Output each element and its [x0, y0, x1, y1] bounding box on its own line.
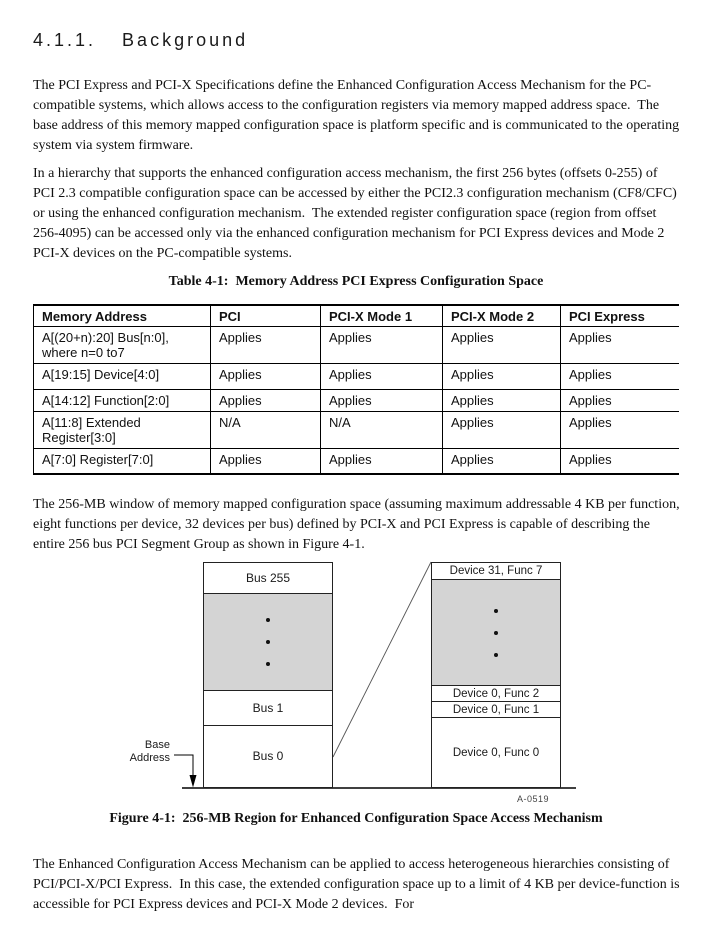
table-row — [34, 390, 679, 412]
table-row — [34, 364, 679, 390]
ellipsis-dot-icon — [266, 662, 270, 666]
bus-0-box — [204, 726, 332, 788]
cell-value: Applies — [561, 449, 679, 474]
table-caption: Table 4-1: Memory Address PCI Express Configuration Space — [168, 274, 544, 289]
cell-value: Applies — [321, 449, 443, 474]
col-header-memory-address: Memory Address — [34, 305, 211, 327]
table-row — [34, 449, 679, 474]
col-header-pci-express: PCI Express — [561, 305, 679, 327]
ellipsis-dot-icon — [494, 653, 498, 657]
table-row — [34, 327, 679, 364]
bus-255-label: Bus 255 — [245, 571, 291, 585]
ellipsis-dot-icon — [494, 631, 498, 635]
base-address-connector-line — [174, 755, 193, 776]
paragraph-heterogeneous: The Enhanced Configuration Access Mechanism can be applied to access heterogeneous hierarchies consisting of PCI/PCI-X/PCI Express. In this case, the extended configuration space up to a limit of 4 KB per device-function is accessible for PCI Express devices and PCI-X Mode 2 devices. For — [33, 857, 684, 912]
cell-value: Applies — [321, 390, 443, 412]
ellipsis-dot-icon — [266, 640, 270, 644]
table-row — [34, 412, 679, 449]
section-heading — [33, 30, 248, 51]
col-header-pcix-mode2: PCI-X Mode 2 — [443, 305, 561, 327]
cell-value: Applies — [211, 449, 321, 474]
bus-1-box — [204, 691, 332, 726]
cell-address-bits: A[11:8] Extended Register[3:0] — [34, 412, 211, 449]
device-0-func-1-label: Device 0, Func 1 — [452, 703, 540, 716]
figure-caption: Figure 4-1: 256-MB Region for Enhanced Configuration Space Access Mechanism — [109, 811, 603, 826]
cell-value: Applies — [561, 364, 679, 390]
expansion-diagonal-line — [333, 562, 431, 757]
table-header-row — [34, 305, 679, 327]
cell-value: Applies — [443, 449, 561, 474]
device-0-func-2-box — [432, 686, 560, 702]
cell-address-bits: A[7:0] Register[7:0] — [34, 449, 211, 474]
base-address-arrowhead-icon — [190, 775, 197, 788]
cell-value: Applies — [443, 327, 561, 364]
device-0-func-1-box — [432, 702, 560, 718]
cell-value: Applies — [443, 412, 561, 449]
base-address-line2: Address — [129, 752, 170, 764]
bus-ellipsis-region — [204, 594, 332, 691]
col-header-pcix-mode1: PCI-X Mode 1 — [321, 305, 443, 327]
cell-value: Applies — [211, 327, 321, 364]
figure-artifact-id: A-0519 — [517, 794, 550, 804]
paragraph-window: The 256-MB window of memory mapped configuration space (assuming maximum addressable 4 KB per function, eight functions per device, 32 devices per bus) defined by PCI-X and PCI Express is capable of describing the entire 256 bus PCI Segment Group as shown in Figure 4-1. — [33, 497, 684, 552]
base-address-line1: Base — [144, 739, 170, 751]
cell-value: Applies — [321, 327, 443, 364]
cell-value: Applies — [443, 364, 561, 390]
cell-value: N/A — [321, 412, 443, 449]
bus-memory-stack — [203, 562, 333, 788]
cell-value: Applies — [561, 390, 679, 412]
base-address-label — [104, 739, 170, 765]
device-ellipsis-region — [432, 580, 560, 686]
cell-value: N/A — [211, 412, 321, 449]
bus-1-label: Bus 1 — [252, 700, 284, 715]
paragraph-intro: The PCI Express and PCI-X Specifications define the Enhanced Configuration Access Mechanism for the PC-compatible systems, which allows access to the configuration registers via memory mapped address space. The base address of this memory mapped configuration space is platform specific and is communicated to the operating system via system firmware. — [33, 78, 683, 153]
cell-value: Applies — [443, 390, 561, 412]
col-header-pci: PCI — [211, 305, 321, 327]
section-number: 4.1.1. — [33, 30, 97, 50]
device-31-func-7-label: Device 31, Func 7 — [449, 565, 543, 577]
cell-value: Applies — [321, 364, 443, 390]
cell-value: Applies — [211, 364, 321, 390]
device-0-func-2-label: Device 0, Func 2 — [452, 687, 540, 700]
cell-address-bits: A[19:15] Device[4:0] — [34, 364, 211, 390]
device-0-func-0-label: Device 0, Func 0 — [452, 746, 540, 759]
cell-value: Applies — [561, 412, 679, 449]
cell-value: Applies — [211, 390, 321, 412]
section-title: Background — [122, 30, 249, 50]
figure-4-1 — [0, 555, 712, 805]
config-space-table — [33, 304, 679, 475]
cell-address-bits: A[(20+n):20] Bus[n:0], where n=0 to7 — [34, 327, 211, 364]
cell-value: Applies — [561, 327, 679, 364]
figure-lines — [0, 555, 712, 805]
ellipsis-dot-icon — [494, 609, 498, 613]
bus-0-label: Bus 0 — [252, 749, 284, 764]
bus-255-box — [204, 563, 332, 594]
cell-address-bits: A[14:12] Function[2:0] — [34, 390, 211, 412]
ellipsis-dot-icon — [266, 618, 270, 622]
device-function-stack — [431, 562, 561, 788]
device-31-func-7-box — [432, 563, 560, 580]
device-0-func-0-box — [432, 718, 560, 787]
paragraph-hierarchy: In a hierarchy that supports the enhanced configuration access mechanism, the first 256 bytes (offsets 0-255) of PCI 2.3 compatible configuration space can be accessed by either the PCI2.3 configuration mechanism (CF8/CFC) or using the enhanced configuration mechanism. The extended register configuration space (region from offset 256-4095) can be accessed only via the enhanced configuration mechanism for PCI Express devices and Mode 2 PCI-X devices on the PC-compatible systems. — [33, 166, 681, 261]
